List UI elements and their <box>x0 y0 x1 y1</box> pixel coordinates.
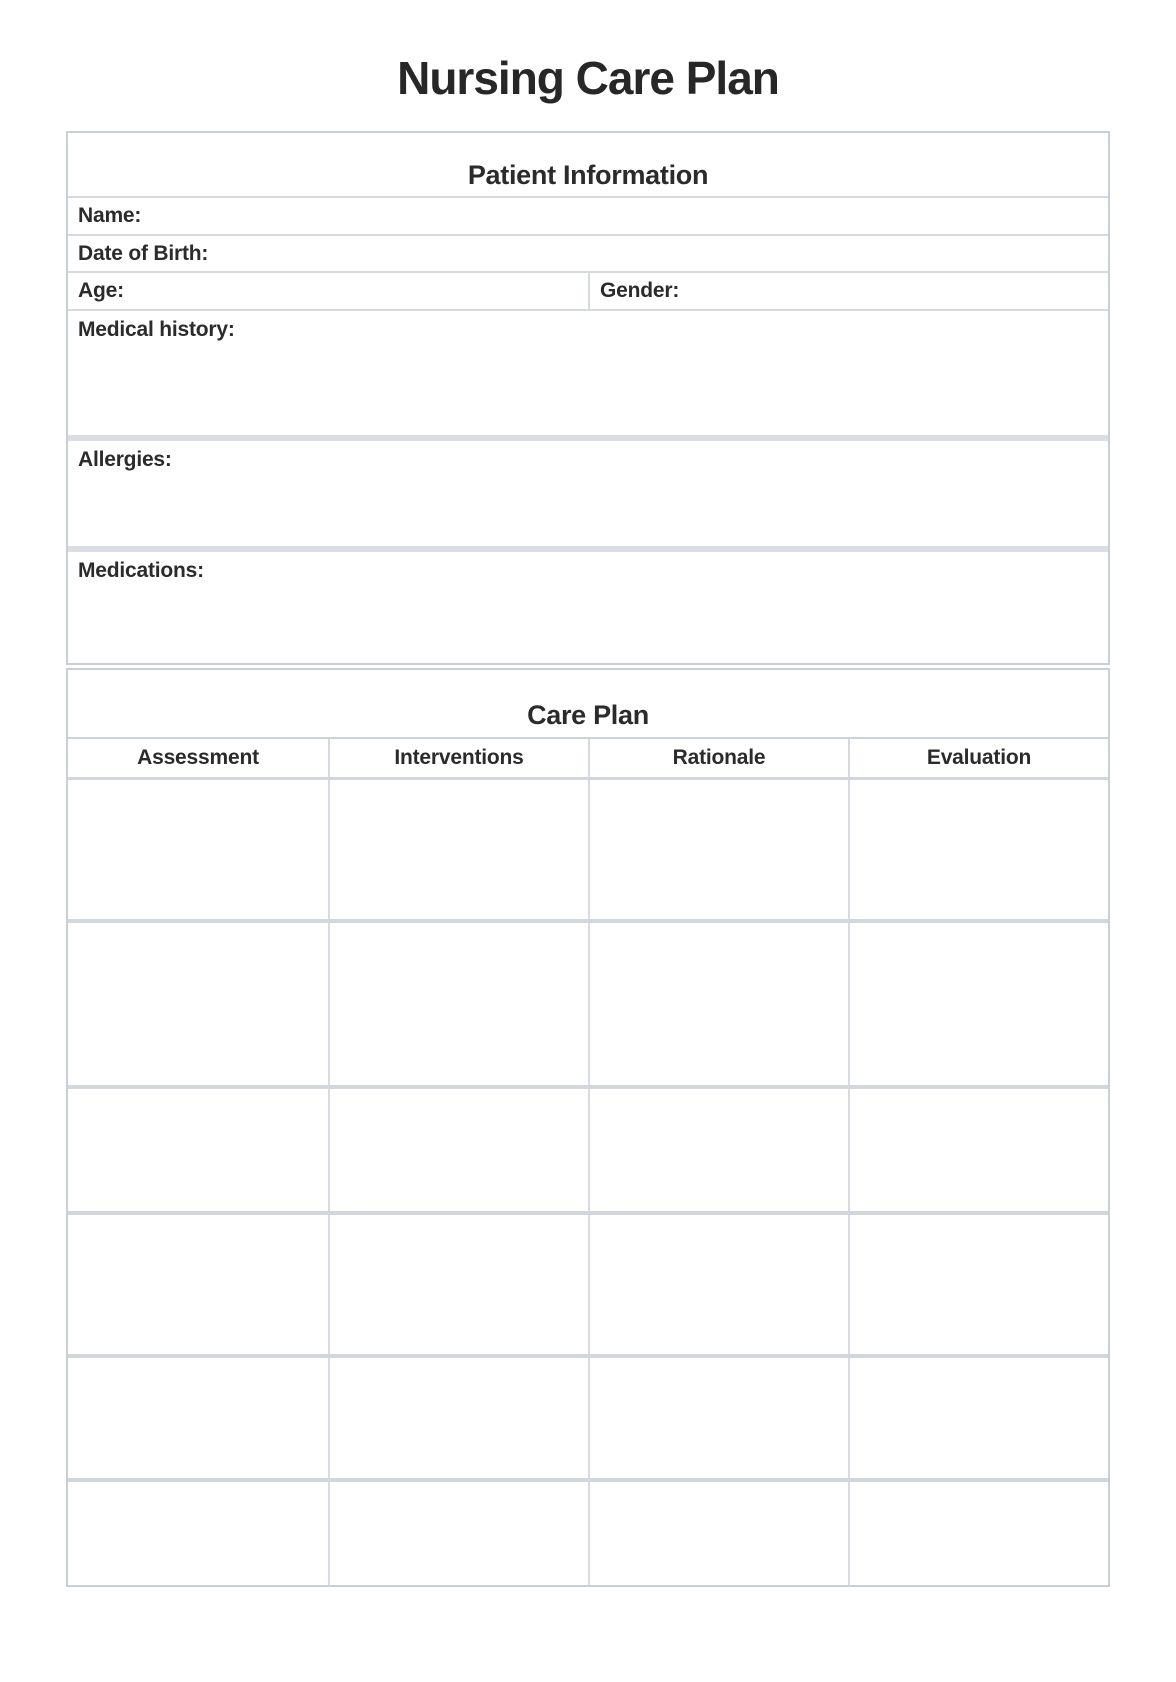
column-header-assessment: Assessment <box>137 746 259 769</box>
care-plan-row <box>68 919 1108 1085</box>
care-plan-cell[interactable] <box>848 1215 1108 1354</box>
care-plan-cell[interactable] <box>588 1482 848 1585</box>
allergies-input[interactable] <box>68 435 1108 546</box>
care-plan-cell[interactable] <box>68 1215 328 1354</box>
column-header-evaluation: Evaluation <box>848 739 1108 777</box>
column-header-interventions: Interventions <box>328 739 588 777</box>
dob-input[interactable] <box>208 236 1108 271</box>
age-input[interactable] <box>124 273 588 309</box>
care-plan-section <box>66 668 1110 1587</box>
patient-info-header <box>68 133 1108 196</box>
medications-input[interactable] <box>68 546 1108 663</box>
care-plan-row <box>68 1211 1108 1354</box>
care-plan-cell[interactable] <box>68 1358 328 1478</box>
care-plan-cell[interactable] <box>588 1089 848 1211</box>
age-field <box>68 273 588 309</box>
patient-info-title: Patient Information <box>467 160 709 190</box>
care-plan-cell[interactable] <box>68 923 328 1085</box>
care-plan-cell[interactable] <box>328 923 588 1085</box>
dob-label: Date of Birth: <box>78 241 209 265</box>
gender-label: Gender: <box>600 279 680 302</box>
care-plan-cell[interactable] <box>68 1089 328 1211</box>
care-plan-cell[interactable] <box>848 1358 1108 1478</box>
medical-history-input[interactable] <box>68 309 1108 435</box>
care-plan-cell[interactable] <box>848 1482 1108 1585</box>
name-field-row <box>68 196 1108 234</box>
medications-label: Medications: <box>78 559 204 582</box>
care-plan-row <box>68 1478 1108 1585</box>
care-plan-cell[interactable] <box>588 1215 848 1354</box>
care-plan-cell[interactable] <box>328 1089 588 1211</box>
care-plan-row <box>68 1354 1108 1478</box>
dob-field-row <box>68 234 1108 271</box>
care-plan-cell[interactable] <box>328 1215 588 1354</box>
care-plan-cell[interactable] <box>68 1482 328 1585</box>
gender-input[interactable] <box>679 273 1108 309</box>
care-plan-cell[interactable] <box>588 1358 848 1478</box>
care-plan-cell[interactable] <box>588 923 848 1085</box>
age-gender-row <box>68 271 1108 309</box>
care-plan-cell[interactable] <box>848 780 1108 919</box>
care-plan-column-headers <box>68 737 1108 777</box>
care-plan-row <box>68 1085 1108 1211</box>
care-plan-cell[interactable] <box>68 780 328 919</box>
care-plan-cell[interactable] <box>848 1089 1108 1211</box>
care-plan-table-body <box>68 777 1108 1585</box>
patient-info-section <box>66 131 1110 665</box>
care-plan-title: Care Plan <box>527 700 649 730</box>
age-label: Age: <box>78 279 124 302</box>
medical-history-label: Medical history: <box>78 318 235 341</box>
care-plan-cell[interactable] <box>328 780 588 919</box>
gender-field <box>588 273 1108 309</box>
care-plan-cell[interactable] <box>848 923 1108 1085</box>
care-plan-cell[interactable] <box>328 1358 588 1478</box>
care-plan-row <box>68 777 1108 919</box>
name-input[interactable] <box>141 198 1108 234</box>
page-title: Nursing Care Plan <box>397 52 779 104</box>
name-label: Name: <box>78 204 142 227</box>
column-header-rationale: Rationale <box>588 739 848 777</box>
care-plan-cell[interactable] <box>328 1482 588 1585</box>
care-plan-header <box>68 670 1108 737</box>
care-plan-cell[interactable] <box>588 780 848 919</box>
allergies-label: Allergies: <box>78 448 172 471</box>
